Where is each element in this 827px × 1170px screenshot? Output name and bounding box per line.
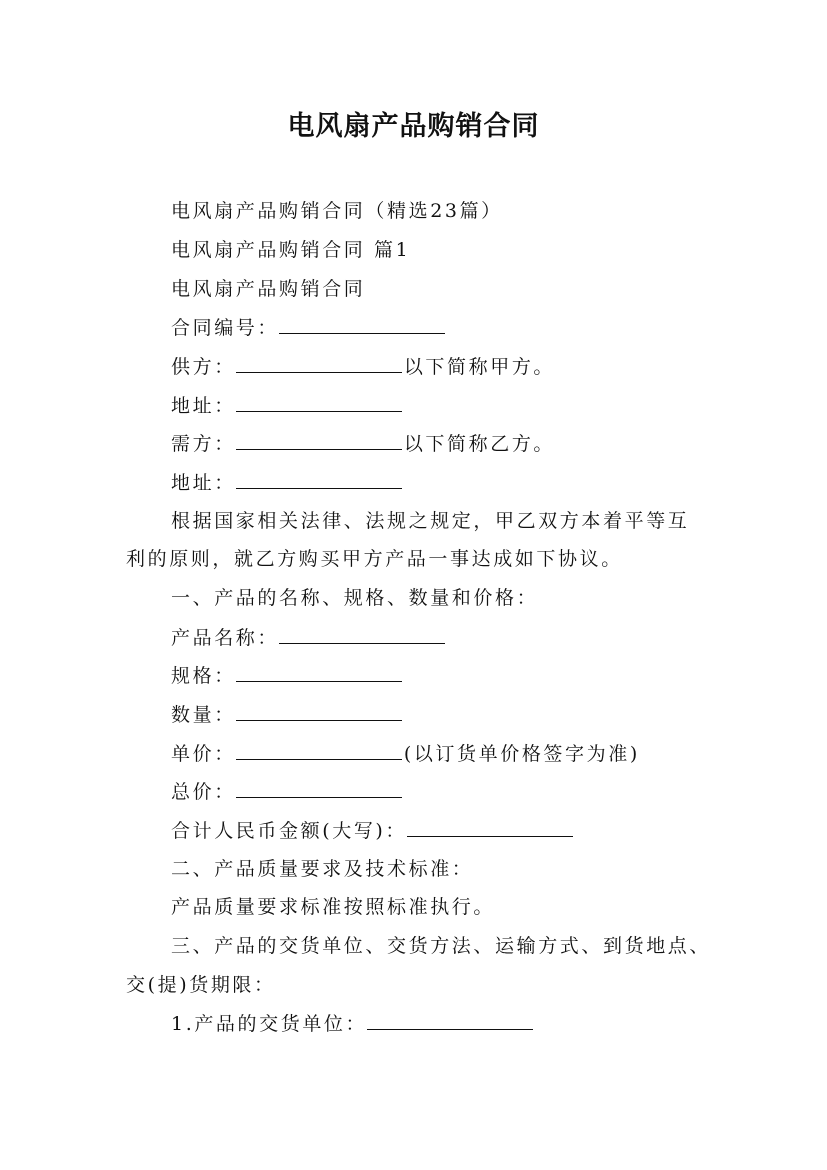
paragraph-line: 利的原则，就乙方购买甲方产品一事达成如下协议。 — [126, 548, 623, 570]
contract-name: 电风扇产品购销合同 — [171, 278, 366, 300]
document-title: 电风扇产品购销合同 — [287, 111, 540, 142]
supplier-suffix: 以下简称甲方。 — [403, 356, 556, 378]
quantity-line — [171, 702, 404, 727]
contract-number-line — [171, 315, 447, 340]
section-heading: 电风扇产品购销合同 篇1 — [171, 239, 411, 261]
supplier-blank — [236, 354, 402, 373]
spec-blank — [236, 663, 402, 682]
total-price-blank — [236, 779, 402, 798]
buyer-address-blank — [236, 470, 402, 489]
spec-line — [171, 663, 404, 688]
supplier-address-blank — [236, 393, 402, 412]
unit-price-blank — [236, 741, 402, 760]
paragraph-line: 产品质量要求标准按照标准执行。 — [171, 896, 496, 918]
spec-label: 规格： — [171, 665, 236, 687]
delivery-unit-label: 1.产品的交货单位： — [171, 1013, 368, 1035]
product-name-line — [171, 625, 447, 650]
supplier-label: 供方： — [171, 356, 236, 378]
delivery-unit-line — [171, 1011, 535, 1036]
buyer-address-label: 地址： — [171, 472, 236, 494]
supplier-address-label: 地址： — [171, 395, 236, 417]
buyer-blank — [236, 431, 402, 450]
contract-subtitle: 电风扇产品购销合同（精选23篇） — [171, 200, 503, 222]
delivery-unit-blank — [367, 1011, 533, 1030]
buyer-label: 需方： — [171, 433, 236, 455]
total-amount-blank — [407, 818, 573, 837]
supplier-address-line — [171, 393, 404, 418]
product-name-blank — [279, 625, 445, 644]
unit-price-label: 单价： — [171, 743, 236, 765]
buyer-line — [171, 431, 555, 456]
total-price-label: 总价： — [171, 781, 236, 803]
buyer-suffix: 以下简称乙方。 — [403, 433, 556, 455]
unit-price-line — [171, 741, 640, 766]
unit-price-suffix: (以订货单价格签字为准) — [403, 743, 640, 765]
section-one-heading: 一、产品的名称、规格、数量和价格： — [171, 587, 539, 609]
section-two-heading: 二、产品质量要求及技术标准： — [171, 858, 474, 880]
total-amount-label: 合计人民币金额(大写)： — [171, 820, 408, 842]
buyer-address-line — [171, 470, 404, 495]
quantity-label: 数量： — [171, 704, 236, 726]
total-price-line — [171, 779, 404, 804]
contract-number-blank — [279, 315, 445, 334]
contract-number-label: 合同编号： — [171, 317, 280, 339]
paragraph-line: 根据国家相关法律、法规之规定，甲乙双方本着平等互 — [171, 510, 690, 532]
quantity-blank — [236, 702, 402, 721]
section-three-heading: 三、产品的交货单位、交货方法、运输方式、到货地点、 — [171, 935, 712, 957]
total-amount-line — [171, 818, 575, 843]
supplier-line — [171, 354, 555, 379]
paragraph-line: 交(提)货期限： — [126, 974, 276, 996]
product-name-label: 产品名称： — [171, 627, 280, 649]
